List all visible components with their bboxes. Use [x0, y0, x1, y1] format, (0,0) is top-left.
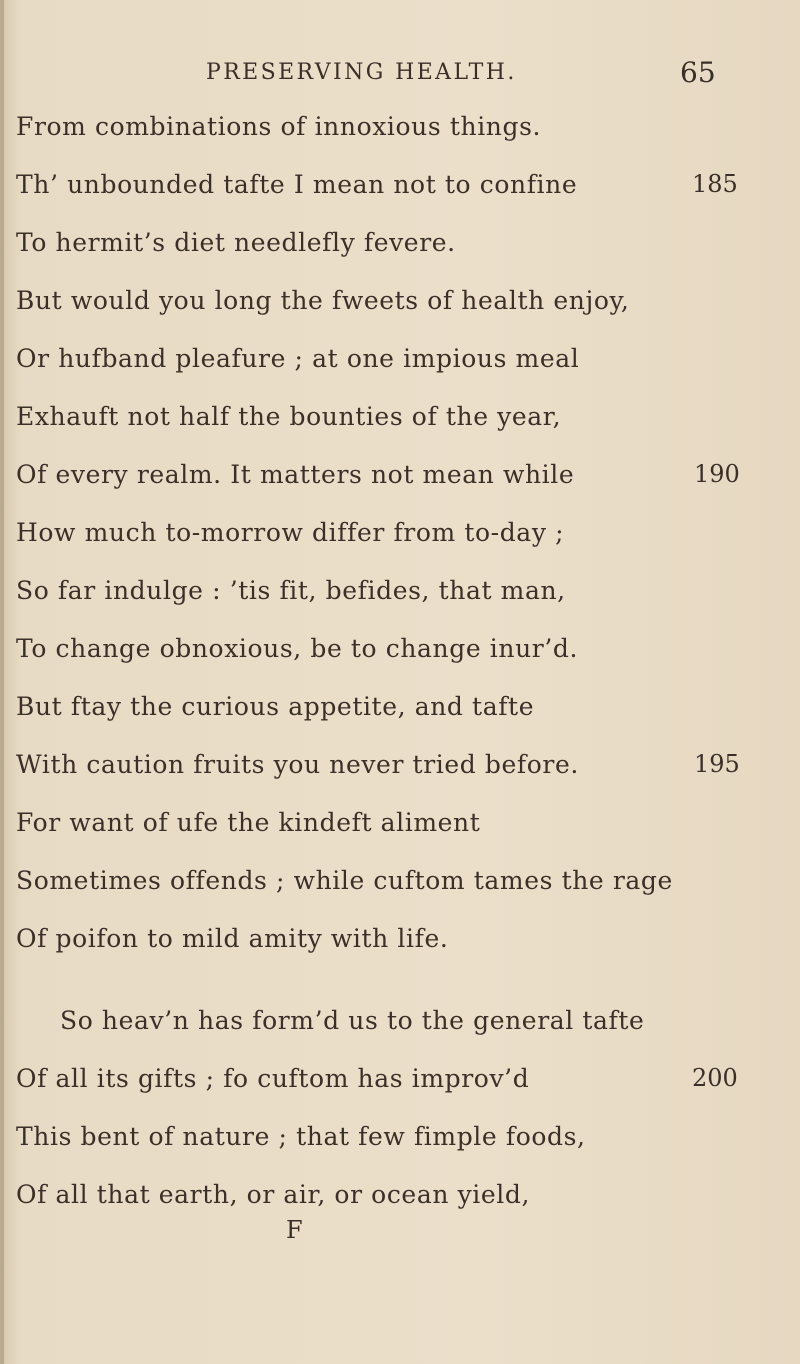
verse-line: Or hufband pleafure ; at one impious meal [16, 344, 580, 373]
page-number: 65 [680, 56, 716, 89]
line-number: 195 [694, 750, 740, 778]
page-gutter [0, 0, 4, 1364]
verse-line: Of all that earth, or air, or ocean yield, [16, 1180, 531, 1209]
verse-line: But would you long the fweets of health enjoy, [16, 286, 630, 315]
verse-line: So far indulge : ’tis fit, befides, that man, [16, 576, 566, 605]
verse-line: So heav’n has form’d us to the general tafte [60, 1006, 645, 1035]
verse-line: To hermit’s diet needlefly fevere. [16, 228, 456, 257]
verse-line: Of all its gifts ; fo cuftom has improv’d [16, 1064, 530, 1093]
running-title: PRESERVING HEALTH. [206, 60, 517, 85]
verse-line: How much to-morrow differ from to-day ; [16, 518, 565, 547]
verse-line: For want of ufe the kindeft aliment [16, 808, 481, 837]
verse-line: To change obnoxious, be to change inur’d. [16, 634, 579, 663]
verse-line: Th’ unbounded tafte I mean not to confine [16, 170, 578, 199]
line-number: 185 [692, 170, 738, 198]
verse-line: With caution fruits you never tried before. [16, 750, 579, 779]
verse-line: Sometimes offends ; while cuftom tames the rage [16, 866, 673, 895]
verse-line: Exhauft not half the bounties of the year, [16, 402, 562, 431]
line-number: 200 [692, 1064, 738, 1092]
verse-line: From combinations of innoxious things. [16, 112, 542, 141]
line-number: 190 [694, 460, 740, 488]
verse-line: But ftay the curious appetite, and tafte [16, 692, 535, 721]
verse-line: This bent of nature ; that few fimple foods, [16, 1122, 586, 1151]
signature-mark: F [286, 1216, 303, 1244]
verse-line: Of every realm. It matters not mean while [16, 460, 575, 489]
verse-line: Of poifon to mild amity with life. [16, 924, 449, 953]
